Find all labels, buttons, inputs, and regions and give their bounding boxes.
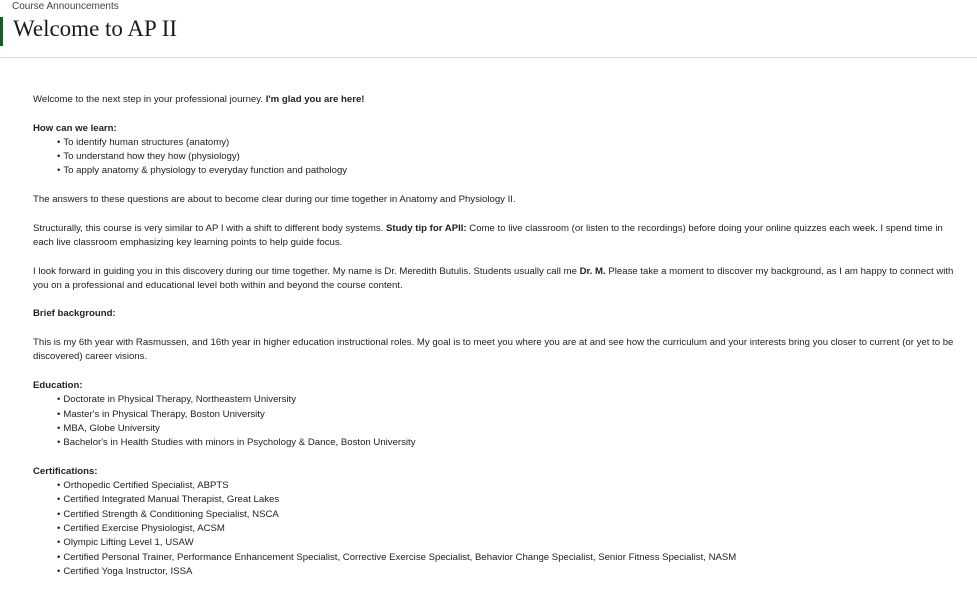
- list-item: • To apply anatomy & physiology to everyday function and pathology: [57, 164, 958, 178]
- intro-paragraph: [33, 93, 958, 107]
- list-item: • Certified Exercise Physiologist, ACSM: [57, 522, 958, 536]
- introduction-text: I look forward in guiding you in this discovery during our time together. My name is Dr. Meredith Butulis. Students usually call me: [33, 265, 580, 277]
- list-item: • Orthopedic Certified Specialist, ABPTS: [57, 479, 958, 493]
- structure-paragraph: [33, 222, 958, 251]
- page-title: Welcome to AP II: [13, 16, 178, 41]
- title-accent-bar: [0, 17, 3, 46]
- learn-heading: How can we learn:: [33, 122, 117, 134]
- page-header: [0, 0, 977, 58]
- announcement-body: [33, 93, 958, 593]
- list-item: • Certified Integrated Manual Therapist, Great Lakes: [57, 493, 958, 507]
- structure-text: Structurally, this course is very similar to AP I with a shift to different body systems.: [33, 222, 386, 234]
- certifications-list: [33, 479, 958, 579]
- list-item: • To understand how they how (physiology): [57, 150, 958, 164]
- certifications-heading: Certifications:: [33, 465, 98, 477]
- instructor-nickname: Dr. M.: [579, 265, 606, 277]
- background-paragraph: This is my 6th year with Rasmussen, and 16th year in higher education instructional roles. My goal is to meet you where you are at and see how the curriculum and your interests bring you closer to current (or yet to be discovered) career visions.: [33, 337, 954, 363]
- structure-text-continued: Come to live classroom (or listen to the recordings) before doing your online quizzes each week. I spend time in each live classroom emphasizing key learning points to help guide focus.: [33, 222, 943, 248]
- list-item: • Doctorate in Physical Therapy, Northeastern University: [57, 393, 958, 407]
- list-item: • Certified Strength & Conditioning Specialist, NSCA: [57, 508, 958, 522]
- list-item: • Certified Personal Trainer, Performance Enhancement Specialist, Corrective Exercise Specialist, Behavior Change Specialist, Senior Fitness Specialist, NASM: [57, 551, 958, 565]
- answers-paragraph: The answers to these questions are about to become clear during our time together in Anatomy and Physiology II.: [33, 194, 516, 206]
- study-tip-label: Study tip for APII:: [385, 222, 467, 234]
- education-heading: Education:: [33, 379, 83, 391]
- introduction-text-continued: Please take a moment to discover my background, as I am happy to connect with you on a professional and educational level both within and beyond the course content.: [33, 265, 954, 291]
- list-item: • MBA, Globe University: [57, 422, 958, 436]
- list-item: • Master's in Physical Therapy, Boston University: [57, 408, 958, 422]
- learn-list: [33, 136, 958, 179]
- list-item: • Bachelor's in Health Studies with minors in Psychology & Dance, Boston University: [57, 436, 958, 450]
- breadcrumb[interactable]: Course Announcements: [12, 1, 119, 12]
- intro-text: Welcome to the next step in your professional journey.: [33, 94, 266, 105]
- introduction-paragraph: [33, 265, 958, 294]
- background-heading: Brief background:: [33, 308, 116, 320]
- list-item: • Certified Yoga Instructor, ISSA: [57, 565, 958, 579]
- intro-bold-text: I'm glad you are here!: [265, 94, 365, 105]
- list-item: • To identify human structures (anatomy): [57, 136, 958, 150]
- list-item: • Olympic Lifting Level 1, USAW: [57, 536, 958, 550]
- education-list: [33, 393, 958, 450]
